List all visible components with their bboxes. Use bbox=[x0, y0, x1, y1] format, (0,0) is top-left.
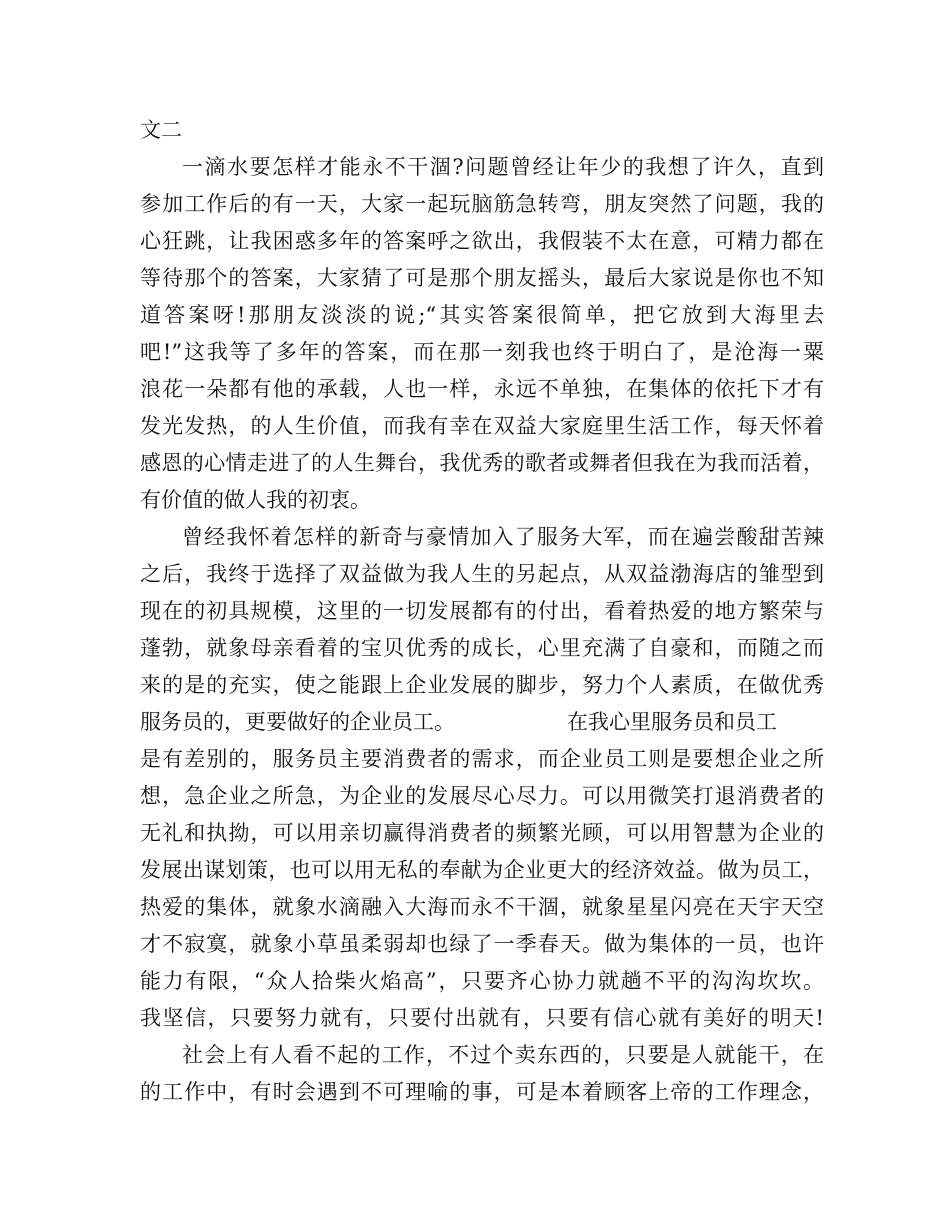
paragraph-line: 等待那个的答案，大家猜了可是那个朋友摇头，最后大家说是你也不知 bbox=[140, 266, 824, 290]
paragraph-line: 心狂跳，让我困惑多年的答案呼之欲出，我假装不太在意，可精力都在 bbox=[140, 229, 824, 253]
paragraph-line: 热爱的集体，就象水滴融入大海而永不干涸，就象星星闪亮在天宇天空 bbox=[140, 895, 824, 919]
paragraph-line: 的工作中，有时会遇到不可理喻的事，可是本着顾客上帝的工作理念， bbox=[140, 1080, 824, 1104]
paragraph-line: 来的是的充实，使之能跟上企业发展的脚步，努力个人素质，在做优秀 bbox=[140, 673, 824, 697]
paragraph-line: 浪花一朵都有他的承载，人也一样，永远不单独，在集体的依托下才有 bbox=[140, 377, 824, 401]
paragraph-line: 想，急企业之所急，为企业的发展尽心尽力。可以用微笑打退消费者的 bbox=[140, 784, 824, 808]
paragraph-line: 能力有限，“众人拾柴火焰高”，只要齐心协力就趟不平的沟沟坎坎。 bbox=[140, 969, 824, 993]
paragraph-line: 我坚信，只要努力就有，只要付出就有，只要有信心就有美好的明天! bbox=[140, 1006, 824, 1030]
paragraph-line: 道答案呀!那朋友淡淡的说;“其实答案很简单，把它放到大海里去 bbox=[140, 303, 824, 327]
paragraph-line: 发光发热，的人生价值，而我有幸在双益大家庭里生活工作，每天怀着 bbox=[140, 414, 824, 438]
paragraph-line: 参加工作后的有一天，大家一起玩脑筋急转弯，朋友突然了问题，我的 bbox=[140, 192, 824, 216]
paragraph-line: 吧!”这我等了多年的答案，而在那一刻我也终于明白了，是沧海一粟 bbox=[140, 340, 824, 364]
paragraph-line: 社会上有人看不起的工作，不过个卖东西的，只要是人就能干，在 bbox=[182, 1043, 824, 1067]
paragraph-line: 是有差别的，服务员主要消费者的需求，而企业员工则是要想企业之所 bbox=[140, 747, 824, 771]
paragraph-line: 有价值的做人我的初衷。 bbox=[140, 488, 371, 512]
paragraph-line: 发展出谋划策，也可以用无私的奉献为企业更大的经济效益。做为员工， bbox=[140, 858, 824, 882]
paragraph-line: 蓬勃，就象母亲看着的宝贝优秀的成长，心里充满了自豪和，而随之而 bbox=[140, 636, 824, 660]
document-body bbox=[140, 112, 824, 1111]
gap-line-before: 服务员的，更要做好的企业员工。 bbox=[140, 710, 455, 734]
document-title: 文二 bbox=[140, 118, 182, 142]
paragraph-line: 一滴水要怎样才能永不干涸?问题曾经让年少的我想了许久，直到 bbox=[182, 155, 824, 179]
paragraph-line: 现在的初具规模，这里的一切发展都有的付出，看着热爱的地方繁荣与 bbox=[140, 599, 824, 623]
paragraph-line: 曾经我怀着怎样的新奇与豪情加入了服务大军，而在遍尝酸甜苦辣 bbox=[182, 525, 824, 549]
gap-line-after: 在我心里服务员和员工 bbox=[567, 710, 777, 734]
paragraph-line-with-gap bbox=[140, 704, 824, 741]
paragraph-line: 之后，我终于选择了双益做为我人生的另起点，从双益渤海店的雏型到 bbox=[140, 562, 824, 586]
paragraph-line: 感恩的心情走进了的人生舞台，我优秀的歌者或舞者但我在为我而活着， bbox=[140, 451, 824, 475]
paragraph-line: 无礼和执拗，可以用亲切赢得消费者的频繁光顾，可以用智慧为企业的 bbox=[140, 821, 824, 845]
paragraph-line: 才不寂寞，就象小草虽柔弱却也绿了一季春天。做为集体的一员，也许 bbox=[140, 932, 824, 956]
